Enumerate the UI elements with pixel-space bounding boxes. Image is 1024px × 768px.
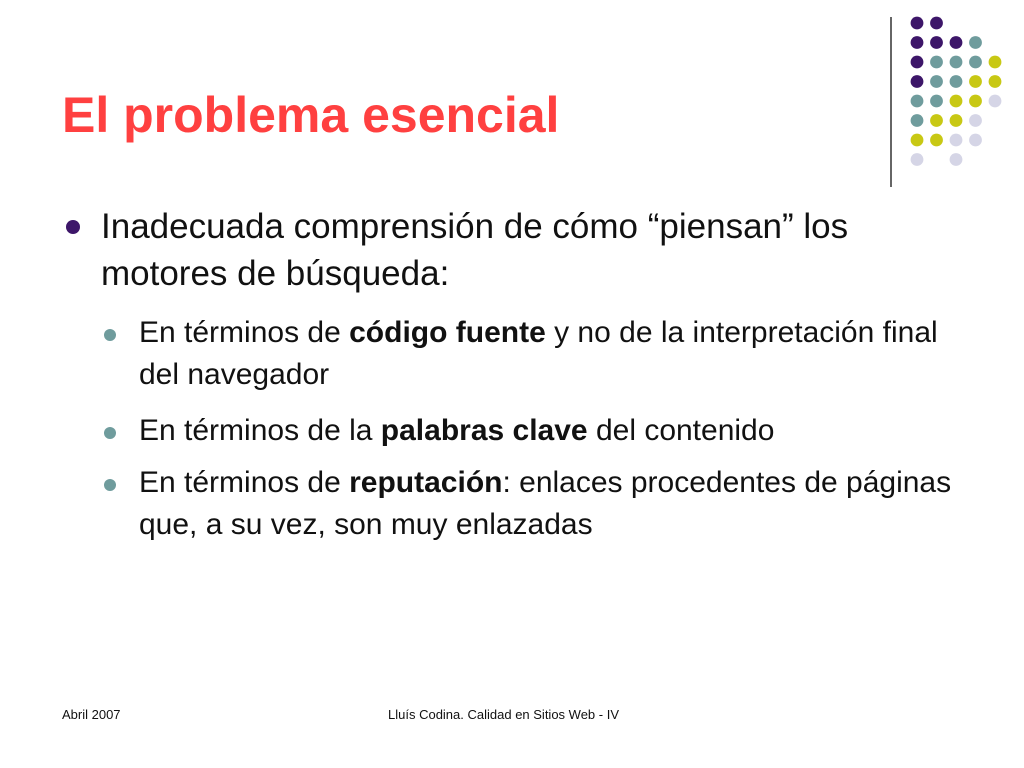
footer-date: Abril 2007 bbox=[62, 707, 121, 722]
bullet-item bbox=[139, 462, 979, 546]
bullet-text: del contenido bbox=[587, 414, 775, 447]
bullet-item bbox=[139, 410, 979, 452]
bullet-text: En términos de bbox=[139, 466, 350, 499]
bullet-text: En términos de bbox=[139, 316, 350, 349]
bullet-dot-icon bbox=[104, 427, 116, 439]
bullet-dot-icon bbox=[104, 479, 116, 491]
slide-title: El problema esencial bbox=[62, 87, 560, 143]
footer-credit: Lluís Codina. Calidad en Sitios Web - IV bbox=[388, 707, 619, 722]
bullet-emphasis: código fuente bbox=[349, 316, 546, 349]
bullet-dot-icon bbox=[104, 329, 116, 341]
bullet-item bbox=[139, 312, 979, 396]
bullet-text: y no de la interpretación final del navegador bbox=[139, 316, 938, 391]
bullet-emphasis: palabras clave bbox=[380, 414, 588, 447]
bullet-text: : enlaces procedentes de páginas que, a su vez, son muy enlazadas bbox=[139, 466, 952, 541]
bullet-emphasis: reputación bbox=[349, 466, 503, 499]
bullet-text: Inadecuada comprensión de cómo “piensan” los motores de búsqueda: bbox=[101, 207, 849, 293]
bullet-text: En términos de la bbox=[139, 414, 381, 447]
bullet-item bbox=[101, 203, 981, 297]
bullet-dot-icon bbox=[66, 220, 80, 234]
